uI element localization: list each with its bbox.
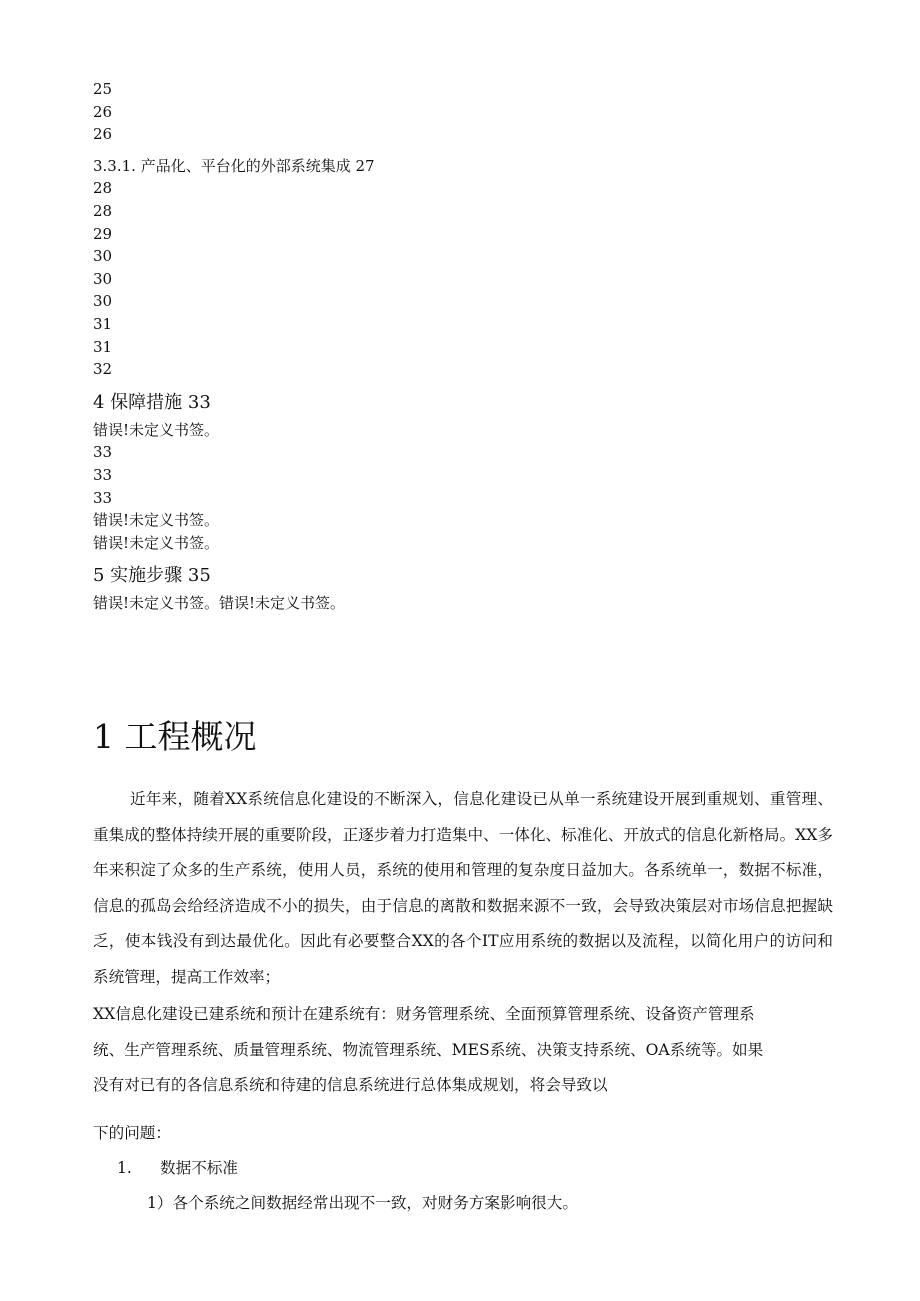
toc-page-number: 28 (93, 179, 113, 198)
toc-page-number: 33 (93, 443, 113, 462)
toc-error-line: 错误!未定义书签。错误!未定义书签。 (93, 594, 346, 613)
toc-page-number: 33 (93, 465, 113, 484)
list-item-number: 1. (117, 1159, 132, 1177)
paragraph-problems-lead: 下的问题： (93, 1124, 171, 1142)
toc-entry-3-3-1: 3.3.1. 产品化、平台化的外部系统集成 27 (93, 156, 375, 175)
toc-page-number: 31 (93, 314, 113, 333)
section-title: 1 工程概况 (93, 717, 257, 756)
list-item-label: 数据不标准 (160, 1159, 238, 1177)
toc-error-line: 错误!未定义书签。 (93, 420, 220, 439)
paragraph-systems-line: XX信息化建设已建系统和预计在建系统有：财务管理系统、全面预算管理系统、设备资产管理系 (93, 1005, 755, 1023)
paragraph-intro: 近年来，随着XX系统信息化建设的不断深入，信息化建设已从单一系统建设开展到重规划、重管理、重集成的整体持续开展的重要阶段，正逐步着力打造集中、一体化、标准化、开放式的信息化新格局。XX多年来积淀了众多的生产系统，使用人员，系统的使用和管理的复杂度日益加大。各系统单一，数据不标准，信息的孤岛会给经济造成不小的损失，由于信息的离散和数据来源不一致，会导致决策层对市场信息把握缺乏，使本钱没有到达最优化。因此有必要整合XX的各个IT应用系统的数据以及流程，以简化用户的访问和系统管理，提高工作效率； (93, 790, 833, 986)
toc-page-number: 30 (93, 292, 113, 311)
toc-page-number: 26 (93, 125, 113, 144)
list-subitem: 1）各个系统之间数据经常出现不一致，对财务方案影响很大。 (147, 1194, 578, 1212)
paragraph-systems-line: 统、生产管理系统、质量管理系统、物流管理系统、MES系统、决策支持系统、OA系统等。如果 (93, 1040, 764, 1059)
toc-page-number: 31 (93, 337, 113, 356)
toc-page-number: 30 (93, 247, 113, 266)
table-of-contents (93, 78, 853, 615)
toc-page-number: 32 (93, 360, 113, 379)
toc-page-number: 26 (93, 102, 113, 121)
toc-page-number: 29 (93, 224, 113, 243)
toc-error-line: 错误!未定义书签。 (93, 511, 220, 530)
list-item (117, 1153, 238, 1183)
toc-heading-5: 5 实施步骤 35 (93, 565, 211, 587)
paragraph-systems (93, 997, 833, 1104)
toc-page-number: 30 (93, 269, 113, 288)
toc-heading-4: 4 保障措施 33 (93, 391, 211, 413)
section-body (93, 782, 833, 1104)
toc-page-number: 25 (93, 80, 113, 98)
toc-page-number: 33 (93, 488, 113, 507)
toc-error-line: 错误!未定义书签。 (93, 533, 220, 552)
toc-page-number: 28 (93, 201, 113, 220)
paragraph-systems-line: 没有对已有的各信息系统和待建的信息系统进行总体集成规划，将会导致以 (93, 1076, 608, 1094)
